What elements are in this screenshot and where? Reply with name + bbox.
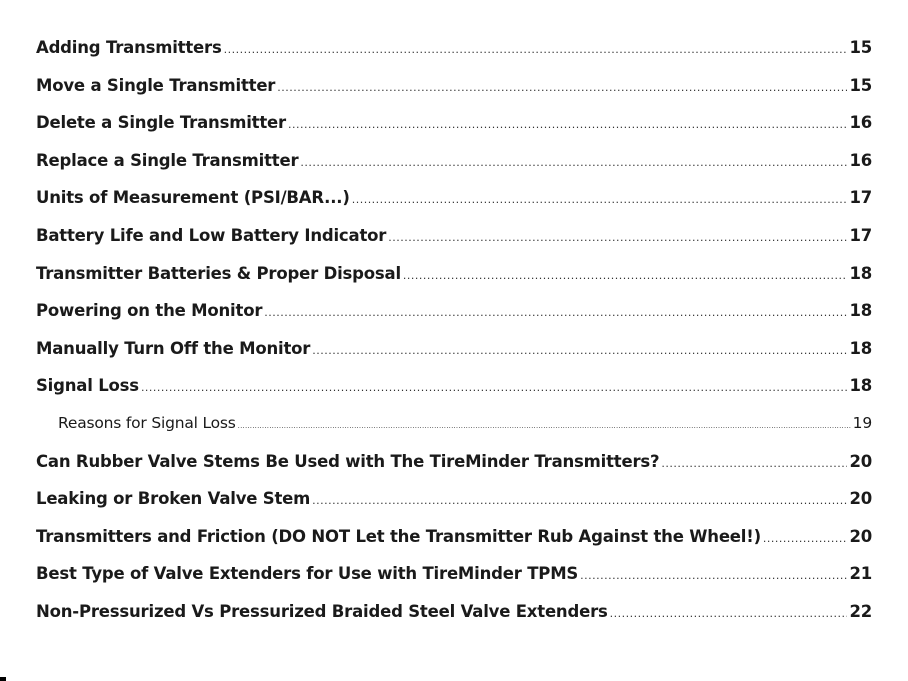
toc-entry[interactable] — [36, 255, 872, 293]
dot-leader — [277, 69, 847, 107]
toc-page-number: 20 — [849, 451, 872, 471]
toc-entry[interactable] — [36, 367, 872, 405]
toc-page-number: 19 — [852, 413, 872, 432]
toc-page-number: 18 — [849, 338, 872, 358]
dot-leader — [388, 219, 847, 257]
dot-leader — [580, 557, 847, 595]
toc-page-number: 21 — [849, 564, 872, 584]
toc-page-number: 20 — [849, 526, 872, 546]
toc-subentry[interactable] — [36, 405, 872, 443]
toc-entry-title: Units of Measurement (PSI/BAR...) — [36, 188, 350, 208]
toc-entry-title: Reasons for Signal Loss — [58, 413, 236, 432]
toc-page-number: 18 — [849, 301, 872, 321]
toc-entry-title: Can Rubber Valve Stems Be Used with The TireMinder Transmitters? — [36, 451, 660, 471]
dot-leader — [352, 181, 848, 219]
toc-page-number: 15 — [849, 75, 872, 95]
toc-entry-title: Transmitters and Friction (DO NOT Let the Transmitter Rub Against the Wheel!) — [36, 526, 761, 546]
toc-entry[interactable] — [36, 443, 872, 481]
toc-entry-title: Adding Transmitters — [36, 38, 222, 57]
toc-entry-title: Best Type of Valve Extenders for Use with TireMinder TPMS — [36, 564, 579, 584]
toc-entry-title: Delete a Single Transmitter — [36, 113, 286, 133]
table-of-contents — [36, 29, 872, 631]
toc-entry-title: Manually Turn Off the Monitor — [36, 338, 311, 358]
dot-leader — [610, 595, 848, 633]
toc-entry[interactable] — [36, 67, 872, 105]
toc-entry-title: Powering on the Monitor — [36, 301, 263, 321]
toc-page-number: 16 — [849, 150, 872, 170]
toc-entry-title: Non-Pressurized Vs Pressurized Braided Steel Valve Extenders — [36, 601, 608, 621]
toc-page-number: 16 — [849, 113, 872, 133]
toc-page-number: 20 — [849, 489, 872, 509]
toc-entry[interactable] — [36, 555, 872, 593]
toc-entry-title: Transmitter Batteries & Proper Disposal — [36, 263, 401, 283]
dot-leader — [661, 445, 847, 483]
toc-entry[interactable] — [36, 593, 872, 631]
dot-leader — [141, 369, 848, 407]
toc-page-number: 17 — [849, 225, 872, 245]
toc-entry[interactable] — [36, 292, 872, 330]
toc-entry[interactable] — [36, 142, 872, 180]
toc-entry-title: Leaking or Broken Valve Stem — [36, 489, 311, 509]
toc-entry[interactable] — [36, 518, 872, 556]
toc-page-number: 17 — [849, 188, 872, 208]
toc-page-number: 22 — [849, 601, 872, 621]
toc-entry[interactable] — [36, 104, 872, 142]
dot-leader — [763, 520, 848, 558]
toc-entry-title: Replace a Single Transmitter — [36, 150, 299, 170]
toc-entry[interactable] — [36, 29, 872, 67]
toc-page-number: 18 — [849, 263, 872, 283]
dot-leader — [403, 257, 848, 295]
toc-entry[interactable] — [36, 330, 872, 368]
toc-entry-title: Move a Single Transmitter — [36, 75, 276, 95]
toc-page-number: 18 — [849, 376, 872, 396]
dot-leader — [238, 408, 851, 446]
corner-mark — [0, 677, 6, 681]
toc-entry-title: Battery Life and Low Battery Indicator — [36, 225, 387, 245]
toc-entry[interactable] — [36, 480, 872, 518]
dot-leader — [224, 31, 848, 69]
toc-page-number: 15 — [849, 38, 872, 57]
dot-leader — [288, 106, 847, 144]
toc-entry[interactable] — [36, 179, 872, 217]
dot-leader — [264, 294, 847, 332]
dot-leader — [312, 482, 847, 520]
toc-entry[interactable] — [36, 217, 872, 255]
dot-leader — [300, 144, 847, 182]
toc-entry-title: Signal Loss — [36, 376, 139, 396]
dot-leader — [312, 332, 847, 370]
